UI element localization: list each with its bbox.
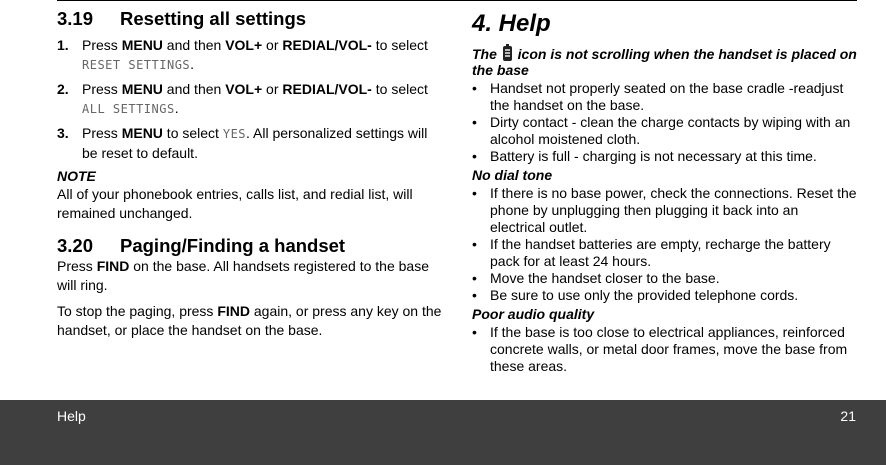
display-text: ALL SETTINGS (82, 102, 175, 116)
step-item: 2. Press MENU and then VOL+ or REDIAL/VOL- to select ALL SETTINGS. (57, 81, 428, 116)
note-heading: NOTE (57, 168, 96, 184)
list-item: • Be sure to use only the provided telephone cords. (472, 287, 799, 303)
section-heading-reset (57, 8, 442, 30)
list-item: • If the handset batteries are empty, recharge the battery pack for at least 24 hours. (472, 236, 831, 269)
section-heading-paging (57, 235, 442, 257)
topic-bullets (472, 80, 857, 165)
paging-paragraph-1: Press FIND on the base. All handsets registered to the base will ring. (57, 258, 430, 293)
step-item: 3. Press MENU to select YES. All personalized settings will be reset to default. (57, 125, 428, 161)
note-text: All of your phonebook entries, calls list, and redial list, will remained unchanged. (57, 186, 413, 221)
paging-paragraph-2: To stop the paging, press FIND again, or press any key on the handset, or place the handset on the base. (57, 303, 442, 338)
list-item: • Battery is full - charging is not necessary at this time. (472, 148, 817, 164)
footer-section-label: Help (57, 408, 86, 424)
list-item: • If there is no base power, check the connections. Reset the phone by unplugging then plugging it back into an electrical outlet. (472, 185, 857, 235)
topic-title: Poor audio quality (472, 306, 595, 322)
section-number: 3.20 (57, 235, 94, 256)
list-item: • If the base is too close to electrical appliances, reinforced concrete walls, or metal door frames, move the base from these areas. (472, 324, 848, 374)
left-column (57, 8, 442, 340)
list-item: • Move the handset closer to the base. (472, 270, 720, 286)
page-footer (0, 400, 886, 465)
step-item: 1. Press MENU and then VOL+ or REDIAL/VOL- to select RESET SETTINGS. (57, 37, 428, 72)
section-title: Paging/Finding a handset (120, 235, 346, 256)
display-text: RESET SETTINGS (82, 58, 191, 72)
reset-steps (57, 36, 442, 163)
topic-bullets (472, 324, 857, 375)
right-column (472, 8, 857, 377)
help-heading: 4. Help (472, 10, 551, 37)
topic-title: No dial tone (472, 167, 553, 183)
section-number: 3.19 (57, 8, 94, 29)
list-item: • Dirty contact - clean the charge contacts by wiping with an alcohol moistened cloth. (472, 114, 851, 147)
topic-title: The icon is not scrolling when the handset is placed on the base (472, 46, 857, 78)
section-title: Resetting all settings (120, 8, 307, 29)
display-text: YES (222, 127, 247, 141)
page-number: 21 (840, 408, 856, 424)
battery-icon (503, 46, 512, 61)
list-item: • Handset not properly seated on the base cradle -readjust the handset on the base. (472, 80, 844, 113)
topic-bullets (472, 185, 857, 304)
top-rule (57, 0, 857, 1)
